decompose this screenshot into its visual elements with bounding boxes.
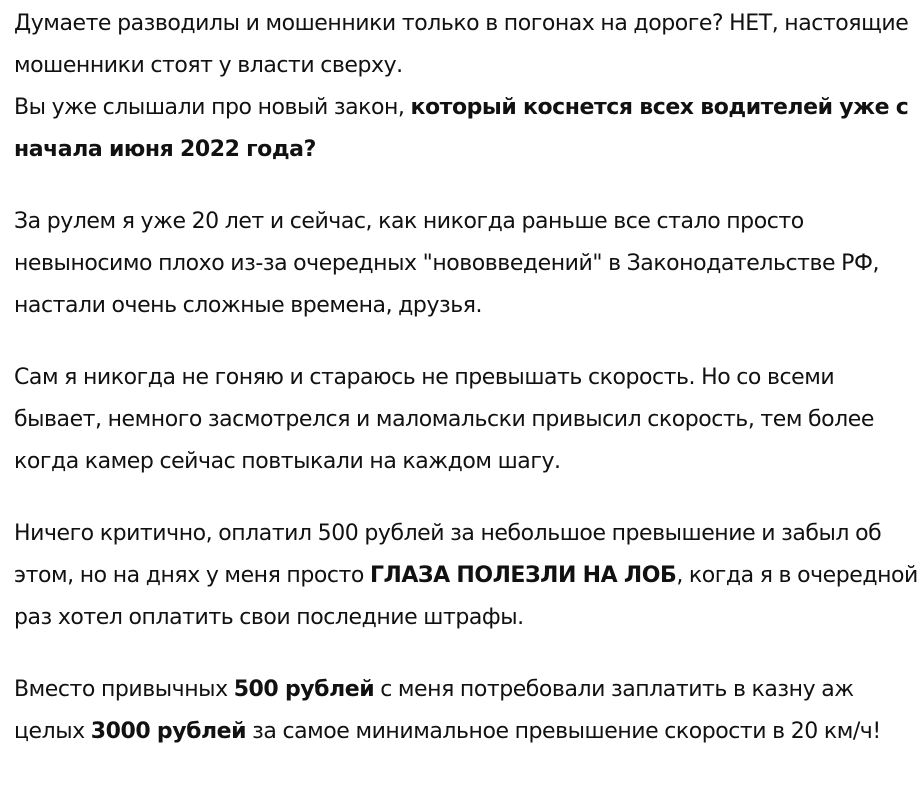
intro-law-text: Вы уже слышали про новый закон, bbox=[14, 95, 411, 120]
speed-text: Сам я никогда не гоняю и стараюсь не превышать скорость. Но со всеми бывает, немного засмотрелся и маломальски привысил скорость, тем более когда камер сейчас повтыкали на каждом шагу. bbox=[14, 365, 874, 474]
fine-text-before: Ничего критично, оплатил 500 рублей за небольшое превышение и забыл об этом, но на днях у меня просто bbox=[14, 521, 882, 588]
paragraph-speed bbox=[14, 357, 920, 483]
intro-question: Думаете разводилы и мошенники только в погонах на дороге? НЕТ, настоящие мошенники стоят у власти сверху. bbox=[14, 11, 909, 78]
amount-text-before: Вместо привычных bbox=[14, 677, 234, 702]
amount-text-middle: с меня потребовали заплатить в казну аж целых bbox=[14, 677, 854, 744]
paragraph-fine bbox=[14, 513, 920, 639]
paragraph-amount bbox=[14, 669, 920, 753]
amount-old-bold: 500 рублей bbox=[233, 677, 375, 702]
fine-text-bold: ГЛАЗА ПОЛЕЗЛИ НА ЛОБ bbox=[369, 563, 677, 588]
paragraph-experience bbox=[14, 201, 920, 327]
amount-text-after: за самое минимальное превышение скорости в 20 км/ч! bbox=[246, 719, 881, 744]
article-body bbox=[14, 3, 920, 753]
amount-new-bold: 3000 рублей bbox=[90, 719, 247, 744]
fine-text-after: , когда я в очередной раз хотел оплатить свои последние штрафы. bbox=[14, 563, 918, 630]
paragraph-intro bbox=[14, 3, 920, 171]
intro-law-bold: который коснется всех водителей уже с начала июня 2022 года? bbox=[14, 95, 909, 162]
experience-text: За рулем я уже 20 лет и сейчас, как никогда раньше все стало просто невыносимо плохо из-за очередных "нововведений" в Законодательстве РФ, настали очень сложные времена, друзья. bbox=[14, 209, 880, 318]
